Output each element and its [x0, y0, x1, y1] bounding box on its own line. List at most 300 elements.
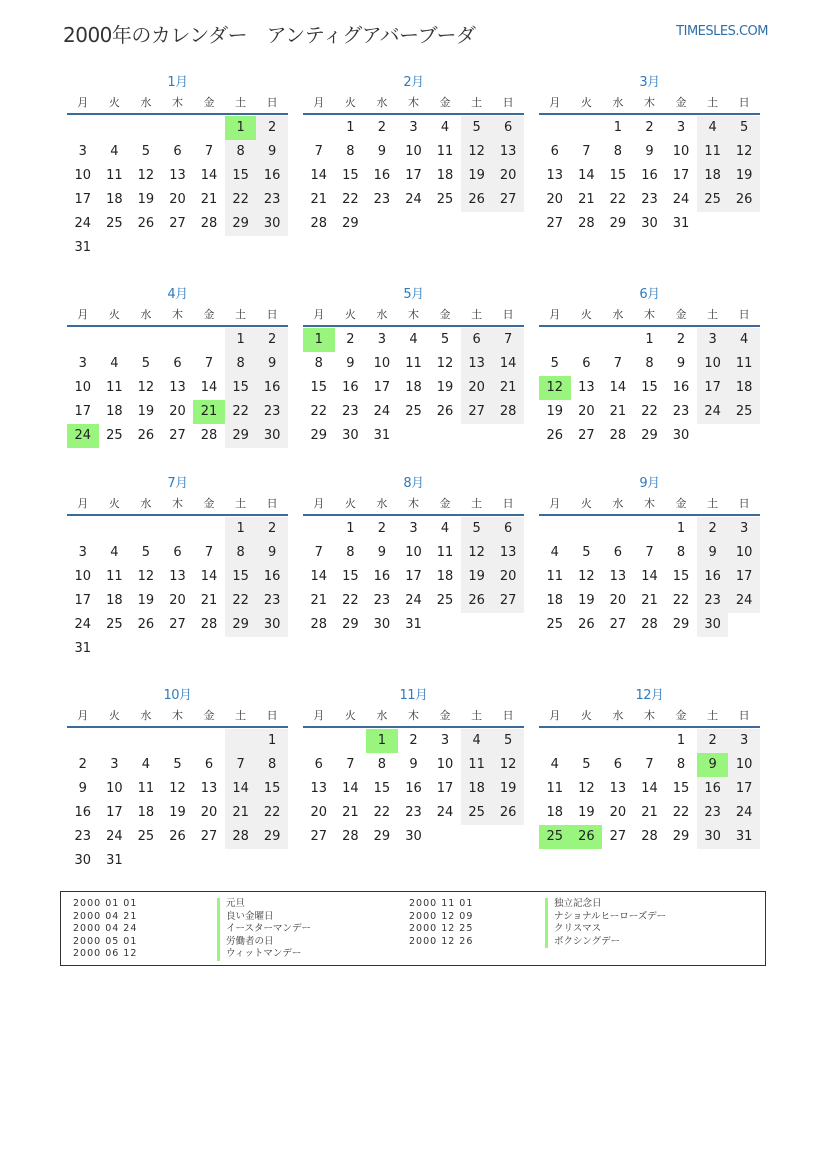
- day-cell: 26: [169, 829, 186, 844]
- day-cell: 15: [672, 569, 690, 584]
- weekday-label: 火: [344, 96, 356, 109]
- day-cell: 2: [377, 521, 387, 536]
- day-cell: 18: [436, 168, 454, 183]
- weekday-label: 火: [344, 497, 356, 510]
- weekday-label: 土: [235, 497, 247, 510]
- day-cell: 9: [256, 352, 288, 376]
- day-cell: 7: [204, 356, 214, 371]
- day-cell: 23: [405, 805, 422, 820]
- day-cell: 20: [492, 565, 524, 589]
- day-cell: 18: [106, 593, 123, 608]
- day-cell: 6: [492, 517, 524, 541]
- day-cell: 8: [314, 356, 323, 371]
- day-cell: 3: [697, 328, 729, 352]
- weekday-label: 月: [313, 497, 325, 510]
- holiday-date: 2000 04 24: [73, 923, 138, 934]
- weekday-label: 土: [707, 497, 719, 510]
- holiday-legend: [60, 891, 766, 966]
- day-cell: 14: [310, 569, 328, 584]
- day-cell: 14: [200, 569, 218, 584]
- empty-cell: [130, 729, 162, 753]
- day-cell: 22: [672, 593, 690, 608]
- day-cell: 5: [141, 545, 151, 560]
- weekday-label: 金: [439, 308, 451, 321]
- day-cell: 11: [137, 781, 155, 796]
- day-cell: 19: [461, 164, 493, 188]
- weekday-label: 金: [675, 709, 687, 722]
- day-cell: 16: [256, 565, 288, 589]
- day-cell: 2: [676, 332, 686, 347]
- day-cell: 2: [256, 328, 288, 352]
- day-cell: 12: [578, 781, 595, 796]
- day-grid: [539, 116, 760, 236]
- day-cell: 1: [225, 517, 257, 541]
- empty-cell: [130, 328, 162, 352]
- day-cell: 30: [74, 853, 92, 868]
- day-cell: 16: [74, 805, 92, 820]
- empty-cell: [193, 517, 225, 541]
- day-cell: 30: [697, 825, 729, 849]
- day-cell: 17: [74, 192, 92, 207]
- day-cell: 13: [492, 140, 524, 164]
- holiday-day-cell: 9: [697, 753, 729, 777]
- day-cell: 20: [492, 164, 524, 188]
- empty-cell: [193, 328, 225, 352]
- weekday-label: 火: [108, 497, 120, 510]
- month-calendar: [539, 474, 760, 637]
- weekday-label: 木: [643, 709, 655, 722]
- weekday-label: 月: [313, 709, 325, 722]
- weekday-label: 日: [502, 709, 514, 722]
- day-cell: 19: [137, 192, 155, 207]
- day-cell: 5: [461, 517, 493, 541]
- month-title: 12月: [635, 688, 664, 703]
- weekday-label: 月: [77, 709, 89, 722]
- day-cell: 29: [609, 216, 627, 231]
- day-cell: 4: [550, 545, 559, 560]
- day-cell: 20: [169, 192, 186, 207]
- day-cell: 12: [137, 569, 155, 584]
- weekday-label: 日: [738, 308, 750, 321]
- month-calendar: [539, 686, 760, 849]
- day-cell: 11: [697, 140, 729, 164]
- day-cell: 1: [676, 521, 686, 536]
- day-cell: 7: [613, 356, 623, 371]
- day-cell: 2: [346, 332, 355, 347]
- day-cell: 24: [74, 617, 92, 632]
- weekday-label: 金: [203, 308, 215, 321]
- day-cell: 22: [373, 805, 391, 820]
- day-cell: 28: [641, 617, 658, 632]
- day-cell: 28: [641, 829, 658, 844]
- day-cell: 27: [546, 216, 564, 231]
- weekday-label: 水: [140, 308, 152, 321]
- day-cell: 19: [436, 380, 454, 395]
- weekday-label: 土: [707, 96, 719, 109]
- day-cell: 21: [641, 593, 658, 608]
- day-cell: 17: [74, 593, 92, 608]
- holiday-date: 2000 04 21: [73, 910, 138, 922]
- day-cell: 27: [578, 428, 595, 443]
- day-cell: 13: [200, 781, 218, 796]
- empty-cell: [539, 328, 571, 352]
- day-cell: 8: [377, 757, 387, 772]
- day-cell: 22: [672, 805, 690, 820]
- day-cell: 3: [78, 356, 87, 371]
- day-cell: 13: [461, 352, 493, 376]
- weekday-label: 水: [612, 96, 624, 109]
- day-cell: 7: [204, 545, 214, 560]
- day-cell: 2: [377, 120, 387, 135]
- day-cell: 11: [436, 545, 454, 560]
- day-cell: 6: [613, 757, 623, 772]
- day-cell: 27: [200, 829, 218, 844]
- month-title: 1月: [167, 75, 188, 90]
- day-cell: 31: [74, 240, 92, 255]
- day-cell: 12: [492, 753, 524, 777]
- weekday-label: 火: [108, 709, 120, 722]
- weekday-header: [303, 494, 524, 516]
- weekday-header: [303, 706, 524, 728]
- holiday-name: 元旦: [217, 898, 311, 911]
- empty-cell: [602, 729, 634, 753]
- day-cell: 14: [609, 380, 627, 395]
- day-cell: 31: [106, 853, 123, 868]
- month-title: 11月: [399, 688, 428, 703]
- holiday-dates-left: [73, 898, 137, 961]
- day-cell: 9: [377, 144, 387, 159]
- day-cell: 15: [672, 781, 690, 796]
- day-cell: 7: [204, 144, 214, 159]
- weekday-label: 水: [140, 709, 152, 722]
- day-cell: 22: [225, 400, 257, 424]
- day-cell: 24: [672, 192, 690, 207]
- weekday-label: 日: [266, 709, 278, 722]
- month-calendar: [303, 285, 524, 448]
- day-cell: 14: [641, 569, 658, 584]
- day-cell: 5: [550, 356, 559, 371]
- day-cell: 23: [373, 192, 391, 207]
- day-cell: 26: [578, 617, 595, 632]
- day-cell: 10: [106, 781, 123, 796]
- month-calendar: [539, 285, 760, 448]
- holiday-dates-right: [409, 898, 473, 948]
- day-cell: 27: [492, 188, 524, 212]
- empty-cell: [193, 116, 225, 140]
- holiday-day-cell: 26: [571, 825, 603, 849]
- holiday-date: 2000 12 26: [409, 935, 474, 947]
- day-cell: 15: [641, 380, 658, 395]
- day-cell: 20: [546, 192, 564, 207]
- day-cell: 28: [225, 825, 257, 849]
- month-title: 9月: [639, 476, 660, 491]
- day-cell: 3: [409, 521, 418, 536]
- weekday-label: 月: [77, 497, 89, 510]
- day-cell: 14: [225, 777, 257, 801]
- weekday-label: 月: [313, 96, 325, 109]
- day-cell: 28: [310, 216, 328, 231]
- day-cell: 9: [256, 140, 288, 164]
- day-cell: 25: [405, 404, 422, 419]
- day-cell: 15: [225, 164, 257, 188]
- day-cell: 6: [204, 757, 214, 772]
- day-cell: 25: [697, 188, 729, 212]
- day-cell: 21: [200, 593, 218, 608]
- day-grid: [539, 517, 760, 637]
- weekday-label: 金: [203, 497, 215, 510]
- weekday-label: 水: [376, 308, 388, 321]
- day-cell: 23: [697, 589, 729, 613]
- day-cell: 29: [641, 428, 658, 443]
- day-cell: 1: [645, 332, 654, 347]
- day-cell: 5: [461, 116, 493, 140]
- day-cell: 30: [641, 216, 658, 231]
- day-cell: 21: [225, 801, 257, 825]
- day-cell: 15: [342, 168, 359, 183]
- day-cell: 25: [106, 617, 123, 632]
- brand-logo[interactable]: TIMESLES.COM: [676, 24, 768, 39]
- day-cell: 31: [373, 428, 391, 443]
- day-cell: 29: [342, 216, 359, 231]
- empty-cell: [130, 116, 162, 140]
- day-cell: 21: [641, 805, 658, 820]
- holiday-name: イースターマンデー: [217, 923, 311, 936]
- day-cell: 17: [728, 565, 760, 589]
- day-cell: 29: [373, 829, 391, 844]
- empty-cell: [193, 729, 225, 753]
- day-cell: 17: [436, 781, 454, 796]
- day-cell: 21: [310, 192, 328, 207]
- day-cell: 18: [436, 569, 454, 584]
- day-cell: 31: [672, 216, 690, 231]
- weekday-label: 月: [549, 709, 561, 722]
- day-cell: 8: [225, 541, 257, 565]
- day-cell: 21: [200, 192, 218, 207]
- weekday-header: [539, 494, 760, 516]
- day-cell: 5: [141, 356, 151, 371]
- weekday-label: 日: [502, 308, 514, 321]
- weekday-label: 金: [439, 709, 451, 722]
- day-cell: 27: [169, 617, 186, 632]
- day-cell: 15: [609, 168, 627, 183]
- day-cell: 30: [256, 613, 288, 637]
- day-cell: 19: [728, 164, 760, 188]
- day-cell: 3: [78, 545, 87, 560]
- day-cell: 17: [373, 380, 391, 395]
- weekday-label: 金: [675, 497, 687, 510]
- weekday-label: 土: [471, 96, 483, 109]
- empty-cell: [303, 517, 335, 541]
- day-cell: 13: [546, 168, 564, 183]
- weekday-label: 日: [266, 96, 278, 109]
- day-cell: 4: [440, 521, 450, 536]
- day-cell: 29: [225, 424, 257, 448]
- weekday-label: 土: [471, 308, 483, 321]
- day-cell: 12: [728, 140, 760, 164]
- day-cell: 18: [546, 805, 564, 820]
- day-cell: 24: [436, 805, 454, 820]
- weekday-label: 金: [203, 96, 215, 109]
- day-cell: 11: [546, 569, 564, 584]
- month-calendar: [67, 474, 288, 661]
- month-calendar: [303, 73, 524, 236]
- day-cell: 13: [310, 781, 328, 796]
- day-cell: 18: [728, 376, 760, 400]
- weekday-label: 火: [344, 709, 356, 722]
- month-calendar: [67, 73, 288, 260]
- day-cell: 26: [492, 801, 524, 825]
- day-cell: 16: [641, 168, 658, 183]
- day-cell: 7: [225, 753, 257, 777]
- day-cell: 13: [609, 781, 627, 796]
- day-cell: 12: [578, 569, 595, 584]
- day-cell: 16: [373, 569, 391, 584]
- day-cell: 3: [377, 332, 387, 347]
- day-cell: 7: [645, 545, 654, 560]
- day-cell: 14: [200, 168, 218, 183]
- day-cell: 10: [373, 356, 391, 371]
- day-cell: 30: [405, 829, 422, 844]
- day-cell: 10: [405, 144, 422, 159]
- day-cell: 9: [346, 356, 355, 371]
- holiday-names-left: [217, 898, 311, 961]
- weekday-label: 月: [549, 96, 561, 109]
- day-cell: 31: [405, 617, 422, 632]
- day-cell: 16: [373, 168, 391, 183]
- weekday-label: 日: [738, 709, 750, 722]
- day-cell: 22: [641, 404, 658, 419]
- day-cell: 21: [492, 376, 524, 400]
- day-cell: 19: [546, 404, 564, 419]
- empty-cell: [99, 328, 131, 352]
- day-cell: 20: [310, 805, 328, 820]
- weekday-label: 水: [376, 709, 388, 722]
- day-grid: [303, 116, 524, 236]
- day-cell: 6: [492, 116, 524, 140]
- day-cell: 23: [641, 192, 658, 207]
- day-cell: 6: [314, 757, 323, 772]
- day-cell: 10: [728, 753, 760, 777]
- weekday-label: 木: [171, 709, 183, 722]
- holiday-name: 労働者の日: [217, 936, 311, 949]
- day-cell: 16: [256, 376, 288, 400]
- day-cell: 30: [697, 613, 729, 637]
- day-cell: 30: [373, 617, 391, 632]
- day-cell: 7: [314, 144, 323, 159]
- day-grid: [539, 328, 760, 448]
- day-cell: 26: [546, 428, 564, 443]
- weekday-label: 木: [643, 497, 655, 510]
- day-cell: 19: [578, 593, 595, 608]
- day-cell: 17: [405, 569, 422, 584]
- day-cell: 16: [256, 164, 288, 188]
- day-cell: 2: [256, 517, 288, 541]
- day-cell: 22: [225, 589, 257, 613]
- day-cell: 10: [74, 380, 92, 395]
- day-cell: 3: [728, 729, 760, 753]
- day-cell: 5: [173, 757, 182, 772]
- day-cell: 28: [609, 428, 627, 443]
- day-cell: 23: [256, 589, 288, 613]
- day-cell: 15: [342, 569, 359, 584]
- day-cell: 17: [74, 404, 92, 419]
- holiday-names-right: [545, 898, 666, 948]
- day-cell: 17: [405, 168, 422, 183]
- day-cell: 5: [582, 757, 591, 772]
- day-cell: 28: [200, 428, 218, 443]
- weekday-header: [303, 93, 524, 115]
- holiday-day-cell: 25: [539, 825, 571, 849]
- day-grid: [67, 116, 288, 260]
- day-cell: 22: [310, 404, 328, 419]
- day-cell: 1: [225, 328, 257, 352]
- day-cell: 28: [200, 617, 218, 632]
- weekday-label: 火: [108, 308, 120, 321]
- day-cell: 7: [582, 144, 591, 159]
- day-cell: 6: [613, 545, 623, 560]
- weekday-label: 月: [549, 308, 561, 321]
- day-cell: 20: [609, 593, 627, 608]
- weekday-label: 火: [344, 308, 356, 321]
- day-cell: 6: [461, 328, 493, 352]
- day-cell: 24: [405, 593, 422, 608]
- day-cell: 1: [676, 733, 686, 748]
- empty-cell: [225, 729, 257, 753]
- weekday-header: [67, 305, 288, 327]
- day-cell: 11: [405, 356, 422, 371]
- empty-cell: [539, 116, 571, 140]
- day-cell: 9: [676, 356, 686, 371]
- empty-cell: [99, 729, 131, 753]
- day-cell: 26: [137, 216, 155, 231]
- day-cell: 4: [110, 545, 119, 560]
- weekday-label: 日: [266, 497, 278, 510]
- day-cell: 9: [78, 781, 87, 796]
- day-cell: 11: [106, 569, 123, 584]
- empty-cell: [571, 729, 603, 753]
- day-cell: 4: [550, 757, 559, 772]
- weekday-label: 木: [643, 308, 655, 321]
- empty-cell: [634, 517, 666, 541]
- day-cell: 1: [613, 120, 623, 135]
- holiday-date: 2000 01 01: [73, 898, 138, 909]
- day-cell: 5: [582, 545, 591, 560]
- holiday-day-cell: 12: [539, 376, 571, 400]
- day-cell: 14: [578, 168, 595, 183]
- holiday-name: 良い金曜日: [217, 911, 311, 924]
- day-cell: 29: [672, 829, 690, 844]
- weekday-label: 木: [407, 497, 419, 510]
- day-cell: 11: [461, 753, 493, 777]
- empty-cell: [571, 328, 603, 352]
- day-grid: [303, 517, 524, 637]
- day-cell: 30: [342, 428, 359, 443]
- day-cell: 19: [169, 805, 186, 820]
- day-cell: 30: [256, 212, 288, 236]
- day-cell: 9: [697, 541, 729, 565]
- day-cell: 26: [461, 188, 493, 212]
- day-cell: 2: [645, 120, 654, 135]
- day-cell: 19: [578, 805, 595, 820]
- day-cell: 6: [173, 356, 182, 371]
- weekday-label: 土: [471, 709, 483, 722]
- day-cell: 18: [697, 164, 729, 188]
- weekday-label: 水: [376, 497, 388, 510]
- weekday-label: 金: [203, 709, 215, 722]
- day-cell: 7: [314, 545, 323, 560]
- day-cell: 29: [342, 617, 359, 632]
- empty-cell: [571, 517, 603, 541]
